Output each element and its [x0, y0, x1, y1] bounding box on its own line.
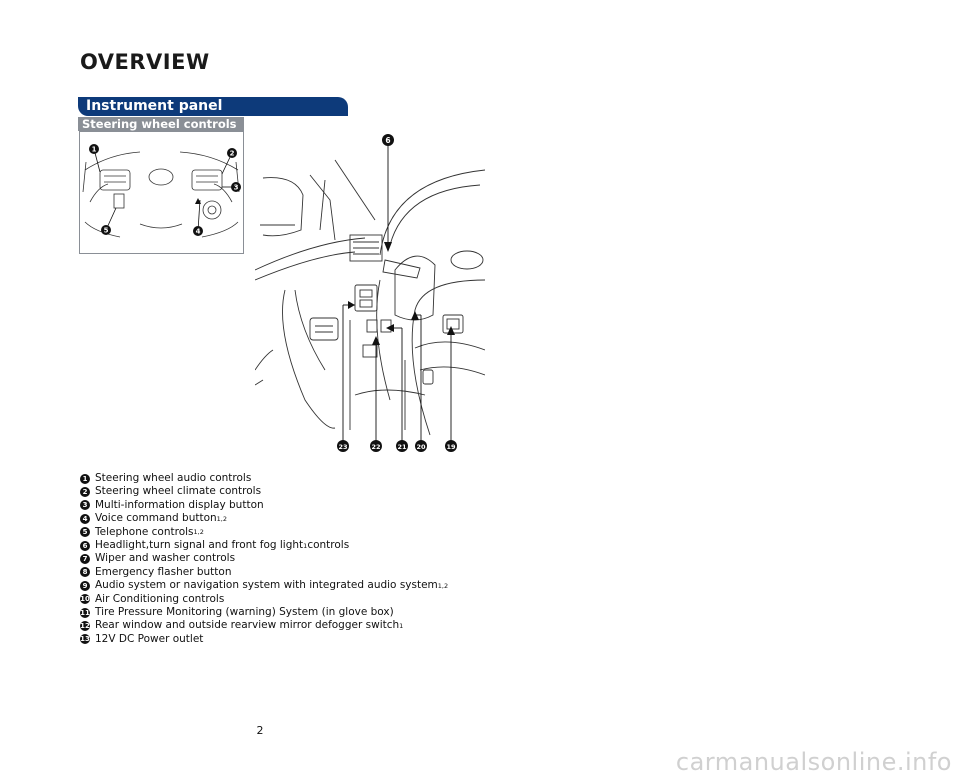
legend-number-badge: 13: [80, 635, 90, 644]
svg-text:23: 23: [338, 442, 348, 451]
legend-item: [80, 472, 448, 485]
legend-item: 5 Telephone controls 1,2: [80, 526, 448, 539]
svg-text:4: 4: [195, 227, 201, 236]
legend-text: Multi-information display button: [95, 498, 264, 511]
legend-number-badge: 7: [80, 554, 90, 564]
section-banner: [78, 97, 348, 116]
legend-text: Audio system or navigation system with integrated audio system: [95, 579, 438, 592]
svg-text:22: 22: [371, 442, 381, 451]
instrument-panel-diagram: [255, 130, 485, 460]
page-number: 2: [256, 724, 264, 737]
legend-text: Steering wheel audio controls: [95, 472, 252, 484]
callout-20: [415, 440, 427, 452]
legend-text: Steering wheel climate controls: [95, 485, 262, 498]
legend-text: Rear window and outside rearview mirror defogger switch: [95, 619, 400, 632]
callout-6: [382, 134, 394, 146]
callout-21: [396, 440, 408, 452]
callout-3: [231, 182, 241, 192]
legend-text: Tire Pressure Monitoring (warning) System (in glove box): [95, 605, 394, 618]
legend-text: Air Conditioning controls: [95, 592, 225, 605]
svg-text:20: 20: [416, 442, 426, 451]
callout-2: [227, 148, 237, 158]
legend-number-badge: 10: [80, 595, 90, 604]
callout-4: [193, 226, 203, 236]
callout-1: [89, 144, 99, 154]
legend-item: [80, 552, 448, 565]
legend-item: 6 Headlight,turn signal and front fog light 1 controls: [80, 539, 448, 552]
legend-text: Emergency flasher button: [95, 565, 232, 578]
callout-23: [337, 440, 349, 452]
instrument-panel-illustration: [255, 130, 485, 460]
svg-text:3: 3: [233, 183, 239, 192]
legend-text: Telephone controls: [95, 525, 194, 538]
legend-number-badge: 1: [80, 474, 90, 484]
legend-item: 12 Rear window and outside rearview mirror defogger switch 1: [80, 619, 404, 632]
legend-item: [80, 593, 448, 606]
callout-22: [370, 440, 382, 452]
svg-text:6: 6: [385, 135, 391, 145]
legend-number-badge: 5: [80, 527, 90, 537]
steering-wheel-diagram: [79, 131, 244, 254]
legend-number-badge: 4: [80, 514, 90, 524]
legend-item: 9 Audio system or navigation system with integrated audio system 1,2: [80, 579, 448, 592]
legend-number-badge: 2: [80, 487, 90, 497]
legend-number-badge: 6: [80, 541, 90, 551]
section-title: Instrument panel: [86, 98, 223, 114]
svg-text:21: 21: [397, 442, 407, 451]
callout-19: [445, 440, 457, 452]
legend-text: Wiper and washer controls: [95, 552, 236, 565]
page-title: OVERVIEW: [80, 50, 210, 74]
svg-text:2: 2: [229, 149, 235, 158]
legend-number-badge: 8: [80, 567, 90, 577]
legend-text: 12V DC Power outlet: [95, 632, 204, 645]
legend-text: Headlight,turn signal and front fog light: [95, 538, 304, 551]
legend-number-badge: 12: [80, 621, 90, 630]
subsection-title: Steering wheel controls: [82, 117, 237, 131]
legend-text: Voice command button: [95, 512, 217, 525]
svg-text:19: 19: [446, 442, 456, 451]
watermark: carmanualsonline.info: [675, 748, 952, 776]
legend-item: [80, 633, 448, 646]
legend-list: [80, 472, 448, 646]
legend-item: [80, 485, 448, 498]
arrow-icons: [348, 242, 455, 345]
legend-number-badge: 9: [80, 581, 90, 591]
subsection-banner: [78, 117, 244, 131]
legend-item: 4 Voice command button 1,2: [80, 512, 448, 525]
legend-item: [80, 499, 448, 512]
legend-number-badge: 3: [80, 500, 90, 510]
callout-5: [101, 225, 111, 235]
svg-text:1: 1: [91, 145, 97, 154]
legend-item: [80, 606, 448, 619]
legend-item: [80, 566, 448, 579]
legend-number-badge: 11: [80, 608, 90, 617]
steering-wheel-illustration: [80, 132, 243, 253]
legend-text-suffix: controls: [307, 538, 350, 551]
svg-text:5: 5: [103, 226, 109, 235]
